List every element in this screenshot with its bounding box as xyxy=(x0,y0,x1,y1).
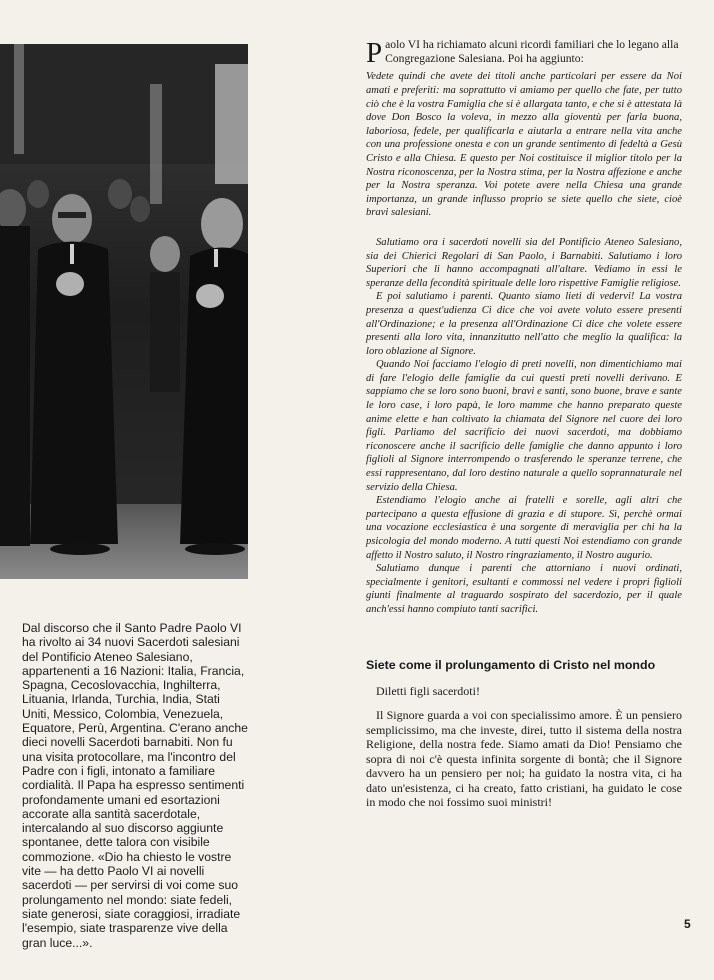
article-column xyxy=(366,38,682,809)
quote-paragraph: Estendiamo l'elogio anche ai fratelli e sorelle, agli altri che partecipano a questa effusione di grazia e di stupore. Sì, perchè ormai una vocazione ecclesiastica è una sorgente di meraviglia per chi ha la psicologia del mondo moderno. A tutti questi Noi estendiamo con grande affetto il Nostro saluto, il Nostro ringraziamento, il Nostro augurio. xyxy=(366,495,682,561)
quote-block-2 xyxy=(366,236,682,617)
quote-paragraph: Salutiamo ora i sacerdoti novelli sia del Pontificio Ateneo Salesiano, sia dei Chierici Regolari di San Paolo, i Barnabiti. Salutiamo i loro Superiori che li hanno accompagnati all'altare. Vediamo in essi le speranze della fecondità spirituale delle loro rispettive Famiglie religiose. xyxy=(366,236,682,289)
quote-paragraph: Vedete quindi che avete dei titoli anche particolari per essere da Noi amati e preferiti: ma soprattutto vi amiamo per quello che fate, per tutto ciò che è la vostra Famiglia che si è allargata tanto, e che si è attestata là dove Don Bosco la voleva, in mezzo alla gioventù per farla buona, laboriosa, fedele, per qualificarla e aiutarla a entrare nella vita anche con una professione onesta e con un grande sentimento di fedeltà a Gesù Cristo e alla Chiesa. E questo per Noi costituisce il miglior titolo per la Nostra riconoscenza, per la Nostra stima, per la Nostra affezione e anche per la Nostra speranza. Voi potete avere nella Chiesa una grande importanza, un grande influsso proprio se siete quello che siete, cioè bravi salesiani. xyxy=(366,71,682,219)
section-heading: Siete come il prolungamento di Cristo nel mondo xyxy=(366,657,656,672)
quote-paragraph: Quando Noi facciamo l'elogio di preti novelli, non dimentichiamo mai di fare l'elogio delle famiglie da cui questi preti novelli derivano. E sappiamo che se loro sono buoni, bravi e santi, sono buone, brave e sante le loro case, i loro papà, le loro mamme che hanno preparato queste anime elette e han coltivato la chiamata del Signore nel cuore dei loro figli. Parliamo del sacrificio dei nuovi sacerdoti, ma dobbiamo riconoscere anche il sacrificio delle famiglie che danno appunto i loro figlioli al Signore interrompendo o trasferendo le speranze terrene, che essi rappresentano, dal loro destino naturale a quello soprannaturale nel servizio della Chiesa. xyxy=(366,359,682,493)
page-number: 5 xyxy=(684,917,691,931)
quote-paragraph: Salutiamo dunque i parenti che attorniano i nuovi ordinati, specialmente i genitori, esultanti e commossi nel vedere i propri figlioli giunti finalmente al traguardo sospirato del sacerdozio, per il quale anch'essi hanno compiuto tanti sacrifici. xyxy=(366,563,682,615)
intro-text: aolo VI ha richiamato alcuni ricordi familiari che lo legano alla Congregazione Salesiana. Poi ha aggiunto: xyxy=(385,38,679,66)
quote-paragraph: E poi salutiamo i parenti. Quanto siamo lieti di vedervi! La vostra presenza a quest'udienza Ci dice che voi avete voluto essere presenti all'Ordinazione; e la presenza all'Ordinazione Ci dice che volete essere presenti alla loro vita, innanzitutto nell'atto che meglio la qualifica: la loro oblazione al Signore. xyxy=(366,291,682,357)
salutation: Diletti figli sacerdoti! xyxy=(376,684,480,699)
drop-cap: P xyxy=(366,37,383,69)
quote-block-1 xyxy=(366,70,682,220)
photo-caption xyxy=(22,621,248,950)
caption-text: Dal discorso che il Santo Padre Paolo VI ha rivolto ai 34 nuovi Sacerdoti salesiani del Pontificio Ateneo Salesiano, appartenenti a 16 Nazioni: Italia, Francia, Spagna, Cecoslovacchia, Inghilterra, Lituania, Irlanda, Turchia, India, Stati Uniti, Messico, Colombia, Venezuela, Equatore, Perù, Argentina. C'erano anche dieci novelli Sacerdoti barnabiti. Non fu una visita protocollare, ma l'incontro del Padre con i figli, intonato a familiare cordialità. Il Papa ha espresso sentimenti profondamente umani ed esortazioni accorate alla santità sacerdotale, intercalando al suo discorso aggiunte spontanee, dette talora con visibile commozione. «Dio ha chiesto le vostre vite — ha detto Paolo VI ai novelli sacerdoti — per servirsi di voi come suo prolungamento nel mondo: siate fedeli, siate generosi, siate coraggiosi, irradiate l'esempio, siate trasparenze vive della gran luce...». xyxy=(22,621,248,950)
body-paragraph: Il Signore guarda a voi con specialissimo amore. È un pensiero semplicissimo, ma che investe, direi, tutto il sistema della nostra Religione, della nostra fede. Siamo amati da Dio! Pensiamo che sopra di noi c'è questa infinita sorgente di bontà; che il Signore davvero ha un pensiero per noi; ha guidato la nostra vita, ci ha dato un'esistenza, ci ha creato, fatto cristiani, ha guidato le cose in modo che noi fossimo suoi ministri! xyxy=(366,708,682,809)
priests-photo xyxy=(0,44,248,579)
photograph-icon xyxy=(0,44,248,579)
section-body xyxy=(366,684,682,809)
intro-paragraph xyxy=(366,37,682,69)
